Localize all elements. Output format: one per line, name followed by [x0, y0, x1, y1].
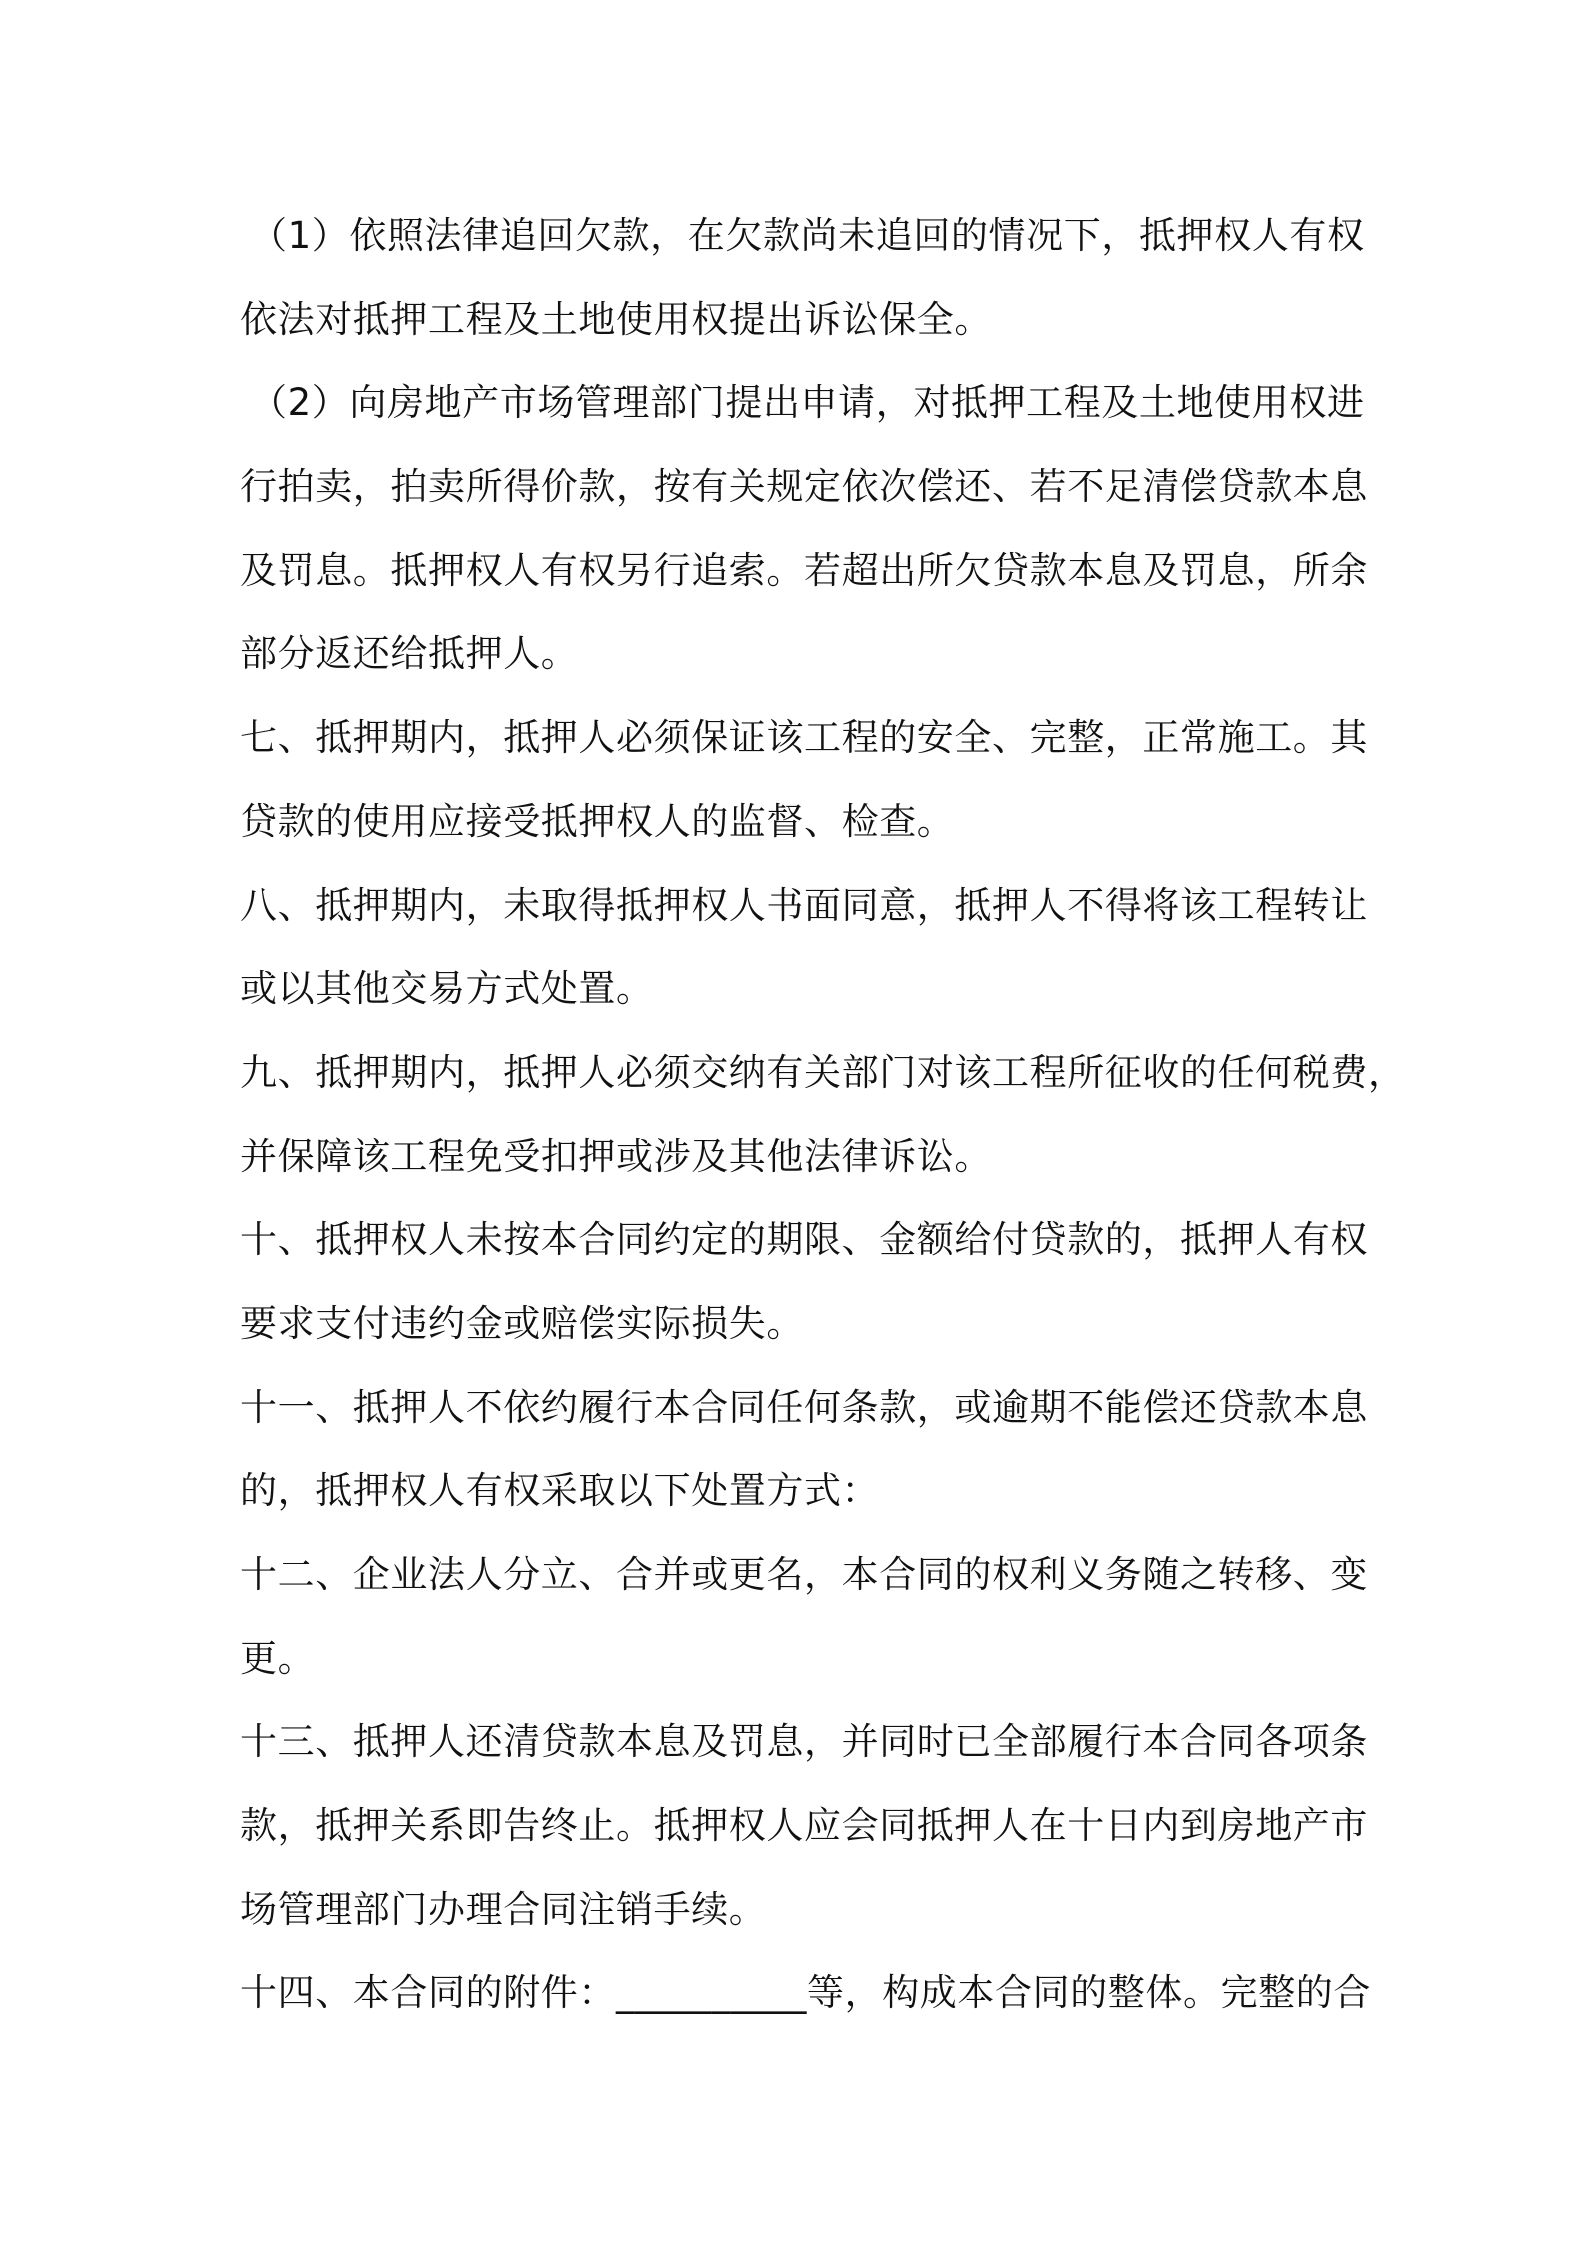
article-7-line-1: 七、抵押期内，抵押人必须保证该工程的安全、完整，正常施工。其 — [240, 716, 1368, 760]
article-11-line-2: 的，抵押权人有权采取以下处置方式： — [240, 1469, 880, 1513]
article-10-line-2: 要求支付违约金或赔偿实际损失。 — [240, 1301, 804, 1345]
article-13-line-3: 场管理部门办理合同注销手续。 — [240, 1887, 767, 1931]
clause-2-line-3: 及罚息。抵押权人有权另行追索。若超出所欠贷款本息及罚息，所余 — [240, 548, 1368, 592]
article-13-line-1: 十三、抵押人还清贷款本息及罚息，并同时已全部履行本合同各项条 — [240, 1720, 1368, 1764]
clause-1-line-2: 依法对抵押工程及土地使用权提出诉讼保全。 — [240, 297, 992, 341]
clause-2-line-4: 部分返还给抵押人。 — [240, 632, 579, 676]
article-8-line-2: 或以其他交易方式处置。 — [240, 967, 654, 1011]
clause-2-line-1: （2）向房地产市场管理部门提出申请，对抵押工程及土地使用权进 — [250, 381, 1365, 425]
article-13-line-2: 款，抵押关系即告终止。抵押权人应会同抵押人在十日内到房地产市 — [240, 1804, 1368, 1848]
article-9-line-2: 并保障该工程免受扣押或涉及其他法律诉讼。 — [240, 1134, 992, 1178]
clause-1-line-1: （1）依照法律追回欠款，在欠款尚未追回的情况下，抵押权人有权 — [250, 214, 1365, 257]
clause-2-line-2: 行拍卖，拍卖所得价款，按有关规定依次偿还、若不足清偿贷款本息 — [240, 465, 1368, 509]
article-12-line-2: 更。 — [240, 1636, 316, 1680]
article-10-line-1: 十、抵押权人未按本合同约定的期限、金额给付贷款的，抵押人有权 — [240, 1218, 1368, 1262]
article-14-line-1: 十四、本合同的附件：__________等，构成本合同的整体。完整的合 — [240, 1971, 1371, 2015]
article-7-line-2: 贷款的使用应接受抵押权人的监督、检查。 — [240, 799, 955, 843]
article-8-line-1: 八、抵押期内，未取得抵押权人书面同意，抵押人不得将该工程转让 — [240, 883, 1368, 927]
article-12-line-1: 十二、企业法人分立、合并或更名，本合同的权利义务随之转移、变 — [240, 1553, 1368, 1596]
document-body — [240, 194, 1406, 2035]
article-11-line-1: 十一、抵押人不依约履行本合同任何条款，或逾期不能偿还贷款本息 — [240, 1385, 1368, 1429]
article-9-line-1: 九、抵押期内，抵押人必须交纳有关部门对该工程所征收的任何税费， — [240, 1050, 1406, 1094]
